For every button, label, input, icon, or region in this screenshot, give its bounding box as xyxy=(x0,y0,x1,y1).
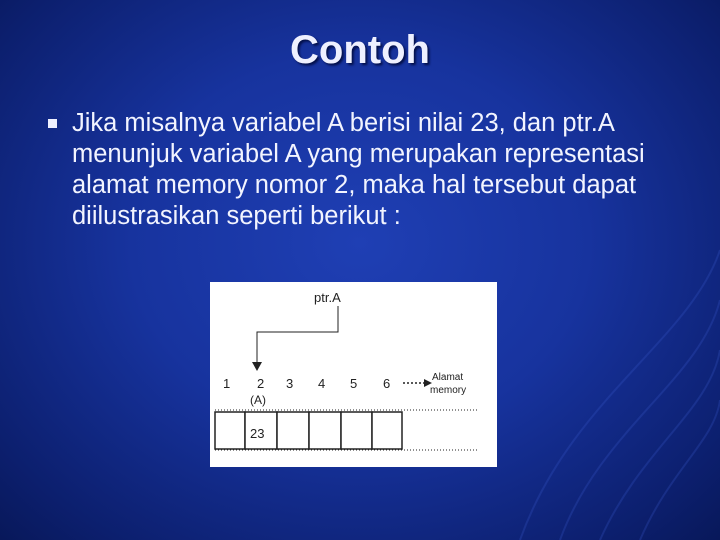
pointer-label: ptr.A xyxy=(314,290,341,305)
pointer-arrowhead-icon xyxy=(252,362,262,371)
cell-number-4: 4 xyxy=(318,376,326,391)
memory-cell-5 xyxy=(341,412,372,449)
pointer-line xyxy=(257,306,338,364)
address-caption-line1: Alamat xyxy=(432,372,464,383)
bullet-text: Jika misalnya variabel A berisi nilai 23, dan ptr.A menunjuk variabel A yang merupakan representasi alamat memory nomor 2, maka hal tersebut dapat diilustrasikan seperti berikut : xyxy=(72,109,645,230)
cell-number-3: 3 xyxy=(286,376,294,391)
variable-label: (A) xyxy=(250,393,266,407)
memory-cell-1 xyxy=(215,412,245,449)
slide-title: Contoh xyxy=(290,28,430,72)
stored-value: 23 xyxy=(250,426,265,441)
memory-cell-3 xyxy=(277,412,309,449)
cell-number-5: 5 xyxy=(350,376,358,391)
memory-diagram-svg xyxy=(210,282,497,467)
memory-diagram xyxy=(210,282,497,467)
memory-cell-4 xyxy=(309,412,341,449)
square-bullet-icon xyxy=(48,119,57,128)
cell-number-1: 1 xyxy=(223,376,231,391)
cell-number-2: 2 xyxy=(257,376,265,391)
cell-number-6: 6 xyxy=(383,376,391,391)
memory-cell-6 xyxy=(372,412,402,449)
address-caption-line2: memory xyxy=(430,385,467,396)
